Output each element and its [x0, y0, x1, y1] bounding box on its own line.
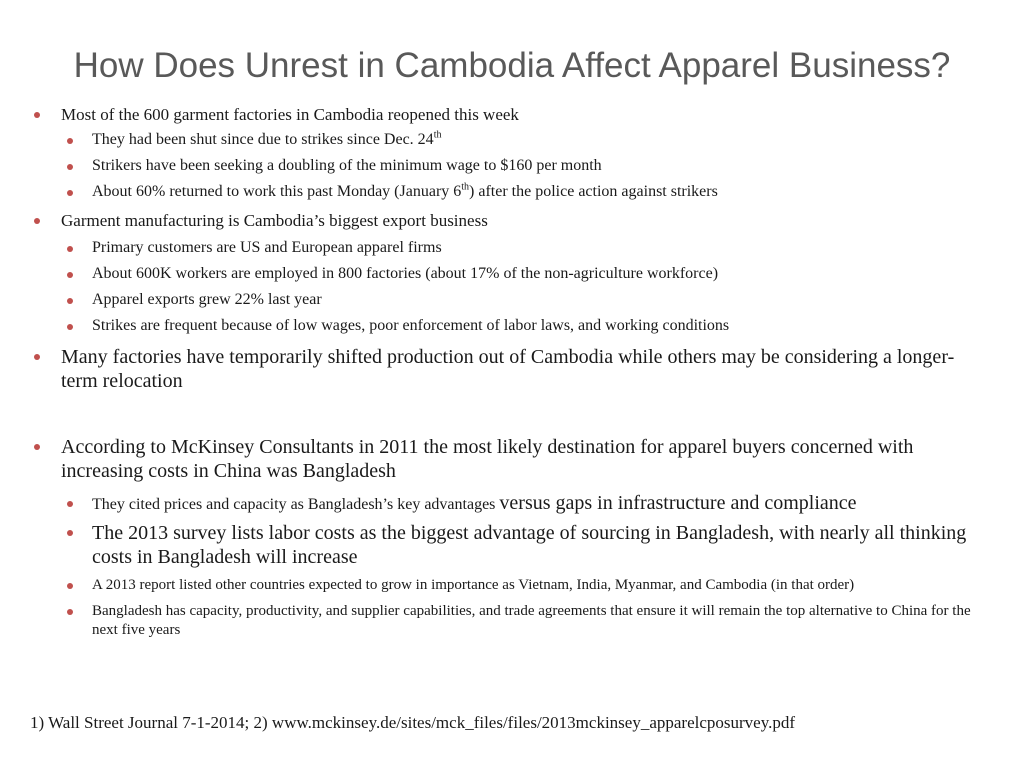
bullet-mckinsey-bangladesh [34, 435, 989, 483]
sub-bullet-labor-costs [34, 521, 989, 569]
superscript: th [433, 129, 442, 141]
sub-bullet-top-alternative [34, 602, 989, 640]
bullet-dot-icon [67, 246, 73, 252]
bullet-dot-icon [67, 272, 73, 278]
bullet-dot-icon [67, 530, 73, 536]
sub-bullet-key-advantages [34, 491, 989, 517]
bullet-shifted-production [34, 345, 989, 393]
bullet-text: Many factories have temporarily shifted production out of Cambodia while others may be considering a longer-term relocation [61, 346, 955, 392]
bullet-text: Primary customers are US and European apparel firms [92, 239, 442, 256]
bullet-text-continued: ) after the police action against strikers [469, 183, 718, 200]
bullet-text: They had been shut since due to strikes since Dec. 24 [92, 131, 434, 148]
bullet-dot-icon [67, 164, 73, 170]
slide-title: How Does Unrest in Cambodia Affect Apparel Business? [73, 46, 951, 85]
bullet-text: Bangladesh has capacity, productivity, and supplier capabilities, and trade agreements that ensure it will remain the top alternative to China for the next five years [92, 603, 971, 638]
bullet-dot-icon [67, 609, 73, 615]
bullet-text-small: They cited prices and capacity as Bangladesh’s key advantages [92, 496, 500, 513]
bullet-text: Garment manufacturing is Cambodia’s biggest export business [61, 211, 488, 230]
bullet-list [34, 104, 989, 640]
sub-bullet-shut-since [34, 130, 989, 150]
sub-bullet-workers-employed [34, 264, 989, 284]
sub-bullet-returned-to-work [34, 182, 989, 202]
bullet-text: Strikes are frequent because of low wages, poor enforcement of labor laws, and working conditions [92, 317, 730, 334]
bullet-dot-icon [67, 324, 73, 330]
bullet-text: The 2013 survey lists labor costs as the biggest advantage of sourcing in Bangladesh, with nearly all thinking costs in Bangladesh will increase [92, 522, 967, 568]
bullet-garment-export [34, 210, 989, 232]
bullet-dot-icon [67, 298, 73, 304]
bullet-dot-icon [34, 218, 40, 224]
bullet-dot-icon [67, 501, 73, 507]
sub-bullet-other-countries [34, 576, 989, 595]
bullet-text: Strikers have been seeking a doubling of the minimum wage to $160 per month [92, 157, 602, 174]
sub-bullet-exports-grew [34, 290, 989, 310]
superscript: th [461, 181, 470, 193]
source-footnote: 1) Wall Street Journal 7-1-2014; 2) www.mckinsey.de/sites/mck_files/files/2013mckinsey_apparelcposurvey.pdf [30, 713, 796, 732]
sub-bullet-minimum-wage [34, 156, 989, 176]
bullet-dot-icon [67, 583, 73, 589]
bullet-text: According to McKinsey Consultants in 2011 the most likely destination for apparel buyers concerned with increasing costs in China was Bangladesh [61, 436, 914, 482]
bullet-text: Apparel exports grew 22% last year [92, 291, 322, 308]
bullet-dot-icon [67, 138, 73, 144]
sub-bullet-primary-customers [34, 238, 989, 258]
bullet-text: About 60% returned to work this past Monday (January 6 [92, 183, 462, 200]
bullet-dot-icon [67, 190, 73, 196]
bullet-dot-icon [34, 444, 40, 450]
bullet-text: Most of the 600 garment factories in Cambodia reopened this week [61, 105, 519, 124]
bullet-text: About 600K workers are employed in 800 factories (about 17% of the non-agriculture workforce) [92, 265, 719, 282]
bullet-text: A 2013 report listed other countries expected to grow in importance as Vietnam, India, Myanmar, and Cambodia (in that order) [92, 577, 855, 593]
bullet-text-large: versus gaps in infrastructure and compliance [499, 492, 857, 514]
bullet-factories-reopened [34, 104, 989, 126]
bullet-dot-icon [34, 354, 40, 360]
sub-bullet-strikes-frequent [34, 316, 989, 336]
bullet-dot-icon [34, 112, 40, 118]
